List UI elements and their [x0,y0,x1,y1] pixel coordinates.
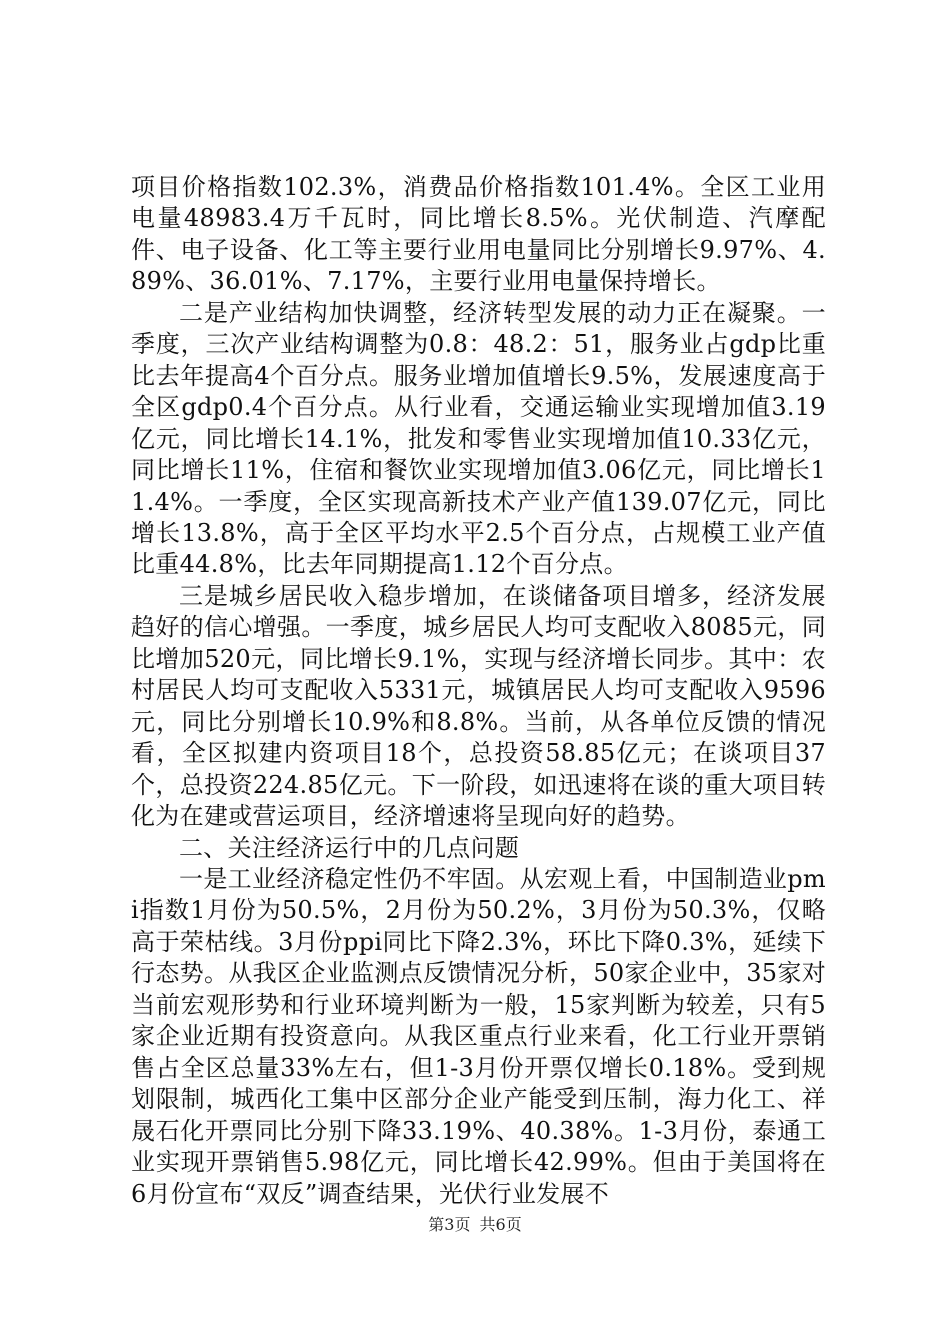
page-number: 第3页 [428,1215,471,1234]
paragraph-prices-continued: 项目价格指数102.3%，消费品价格指数101.4%。全区工业用电量48983.4万千瓦时，同比增长8.5%。光伏制造、汽摩配件、电子设备、化工等主要行业用电量同比分别增长9.97%、4.89%、36.01%、7.17%，主要行业用电量保持增长。 [131,173,826,296]
paragraph-industrial-structure: 二是产业结构加快调整，经济转型发展的动力正在凝聚。一季度，三次产业结构调整为0.8：48.2：51，服务业占gdp比重比去年提高4个百分点。服务业增加值增长9.5%，发展速度高于全区gdp0.4个百分点。从行业看，交通运输业实现增加值3.19亿元，同比增长14.1%，批发和零售业实现增加值10.33亿元，同比增长11%，住宿和餐饮业实现增加值3.06亿元，同比增长11.4%。一季度，全区实现高新技术产业产值139.07亿元，同比增长13.8%，高于全区平均水平2.5个百分点，占规模工业产值比重44.8%，比去年同期提高1.12个百分点。 [131,298,826,579]
paragraph-industrial-stability: 一是工业经济稳定性仍不牢固。从宏观上看，中国制造业pmi指数1月份为50.5%，2月份为50.2%，3月份为50.3%，仅略高于荣枯线。3月份ppi同比下降2.3%，环比下降0.3%，延续下行态势。从我区企业监测点反馈情况分析，50家企业中，35家对当前宏观形势和行业环境判断为一般，15家判断为较差，只有5家企业近期有投资意向。从我区重点行业来看，化工行业开票销售占全区总量33%左右，但1-3月份开票仅增长0.18%。受到规划限制，城西化工集中区部分企业产能受到压制，海力化工、祥晟石化开票同比分别下降33.19%、40.38%。1-3月份，泰通工业实现开票销售5.98亿元，同比增长42.99%。但由于美国将在6月份宣布“双反”调查结果，光伏行业发展不 [131,864,826,1208]
document-body [131,172,826,1210]
section-heading-issues: 二、关注经济运行中的几点问题 [179,833,520,862]
page-footer [0,1215,950,1235]
paragraph-resident-income: 三是城乡居民收入稳步增加，在谈储备项目增多，经济发展趋好的信心增强。一季度，城乡居民人均可支配收入8085元，同比增加520元，同比增长9.1%，实现与经济增长同步。其中：农村居民人均可支配收入5331元，城镇居民人均可支配收入9596元，同比分别增长10.9%和8.8%。当前，从各单位反馈的情况看，全区拟建内资项目18个，总投资58.85亿元；在谈项目37个，总投资224.85亿元。下一阶段，如迅速将在谈的重大项目转化为在建或营运项目，经济增速将呈现向好的趋势。 [131,581,826,831]
page-total: 共6页 [479,1215,522,1234]
